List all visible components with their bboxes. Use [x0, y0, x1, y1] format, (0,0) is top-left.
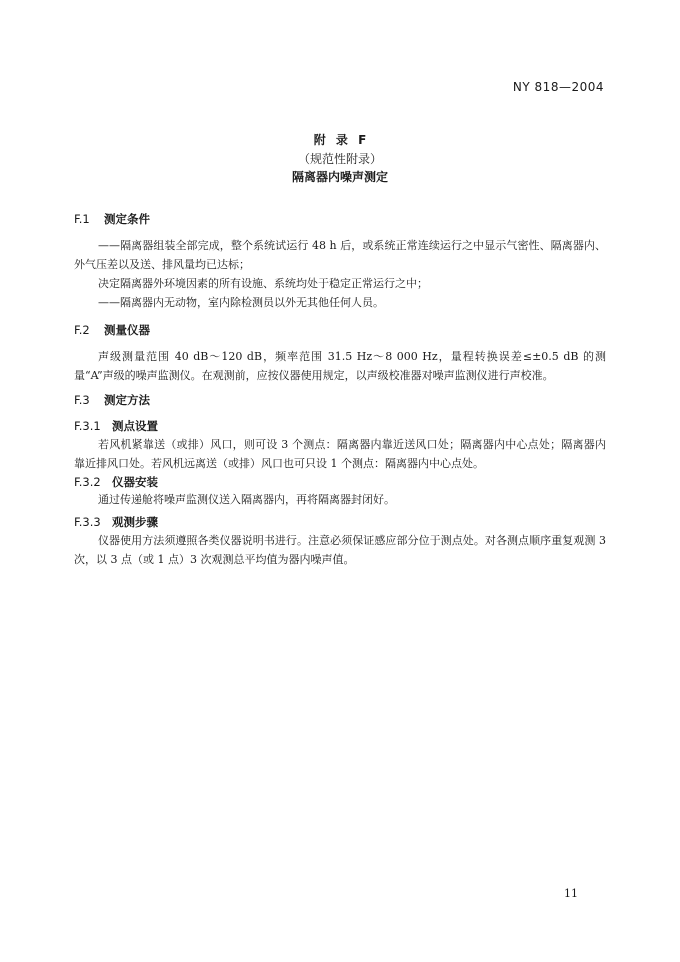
section-title: 观测步骤: [112, 515, 158, 529]
section-number: F.3: [74, 393, 90, 407]
f3-3-paragraph: 仪器使用方法须遵照各类仪器说明书进行。注意必须保证感应部分位于测点处。对各测点顺序重复观测 3 次，以 3 点（或 1 点）3 次观测总平均值为器内噪声值。: [74, 534, 606, 566]
f1-paragraph-1: ——隔离器组装全部完成，整个系统试运行 48 h 后，或系统正常连续运行之中显示气密性、隔离器内、外气压差以及送、排风量均已达标；: [74, 239, 606, 271]
f3-2-paragraph: 通过传递舱将噪声监测仪送入隔离器内，再将隔离器封闭好。: [98, 493, 395, 506]
section-number: F.2: [74, 323, 90, 337]
section-f2-heading: [74, 322, 150, 338]
section-title: 仪器安装: [112, 475, 158, 489]
f1-paragraph-2: 决定隔离器外环境因素的所有设施、系统均处于稳定正常运行之中；: [98, 277, 428, 290]
section-title: 测点设置: [112, 419, 158, 433]
section-title: 测定条件: [104, 212, 150, 226]
section-f3-3-heading: [74, 514, 158, 530]
page-number: 11: [564, 887, 578, 900]
section-f3-heading: [74, 392, 150, 408]
f2-paragraph: 声级测量范围 40 dB～120 dB，频率范围 31.5 Hz～8 000 Hz，量程转换误差≤±0.5 dB 的测量“A”声级的噪声监测仪。在观测前，应按仪器使用规定，以声级校准器对噪声监测仪进行声校准。: [74, 350, 606, 382]
f1-paragraph-3: ——隔离器内无动物，室内除检测员以外无其他任何人员。: [98, 296, 384, 309]
section-number: F.3.3: [74, 515, 101, 529]
f3-1-paragraph: 若风机紧靠送（或排）风口，则可设 3 个测点：隔离器内靠近送风口处；隔离器内中心点处；隔离器内靠近排风口处。若风机远离送（或排）风口也可只设 1 个测点：隔离器内中心点处。: [74, 438, 606, 470]
section-title: 测定方法: [104, 393, 150, 407]
section-number: F.3.1: [74, 419, 101, 433]
section-number: F.3.2: [74, 475, 101, 489]
annex-name: 隔离器内噪声测定: [291, 170, 388, 184]
standard-code: NY 818—2004: [512, 80, 604, 94]
annex-title: 附 录 F: [313, 133, 367, 147]
section-number: F.1: [74, 212, 90, 226]
section-f3-2-heading: [74, 474, 158, 490]
section-f3-1-heading: [74, 418, 158, 434]
section-title: 测量仪器: [104, 323, 150, 337]
annex-nature: （规范性附录）: [297, 152, 382, 166]
section-f1-heading: [74, 211, 150, 227]
